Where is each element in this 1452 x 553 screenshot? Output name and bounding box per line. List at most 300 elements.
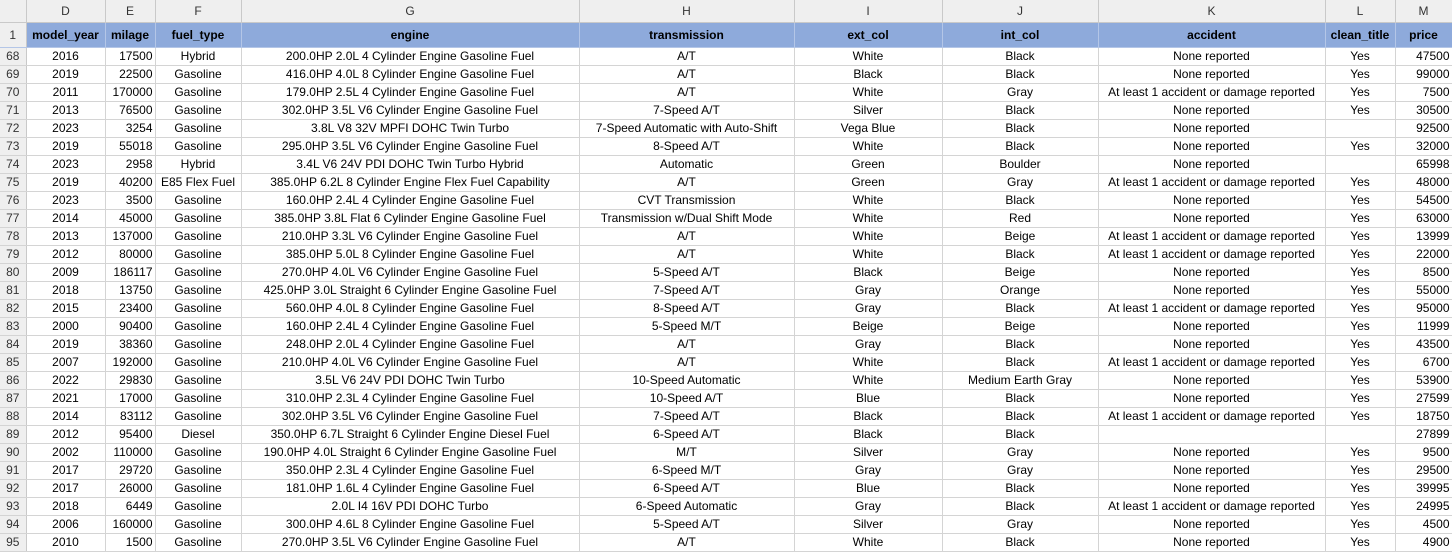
cell-accident[interactable]: At least 1 accident or damage reported — [1098, 84, 1325, 102]
row-number[interactable]: 69 — [0, 66, 26, 84]
cell-clean-title[interactable]: Yes — [1325, 336, 1395, 354]
cell-fuel-type[interactable]: Gasoline — [155, 120, 241, 138]
cell-milage[interactable]: 192000 — [105, 354, 155, 372]
row-number[interactable]: 1 — [0, 23, 26, 48]
cell-ext-col[interactable]: Gray — [794, 498, 942, 516]
cell-accident[interactable]: None reported — [1098, 390, 1325, 408]
cell-clean-title[interactable]: Yes — [1325, 66, 1395, 84]
cell-fuel-type[interactable]: Diesel — [155, 426, 241, 444]
cell-transmission[interactable]: 6-Speed A/T — [579, 480, 794, 498]
cell-ext-col[interactable]: Silver — [794, 516, 942, 534]
cell-ext-col[interactable]: Black — [794, 426, 942, 444]
cell-transmission[interactable]: A/T — [579, 246, 794, 264]
cell-accident[interactable] — [1098, 426, 1325, 444]
cell-clean-title[interactable]: Yes — [1325, 480, 1395, 498]
cell-clean-title[interactable] — [1325, 426, 1395, 444]
row-number[interactable]: 84 — [0, 336, 26, 354]
cell-engine[interactable]: 190.0HP 4.0L Straight 6 Cylinder Engine Gasoline Fuel — [241, 444, 579, 462]
cell-model-year[interactable]: 2012 — [26, 246, 105, 264]
row-number[interactable]: 80 — [0, 264, 26, 282]
cell-model-year[interactable]: 2019 — [26, 66, 105, 84]
cell-price[interactable]: 7500 — [1395, 84, 1452, 102]
cell-fuel-type[interactable]: Gasoline — [155, 84, 241, 102]
cell-transmission[interactable]: CVT Transmission — [579, 192, 794, 210]
header-cell-ext-col[interactable]: ext_col — [794, 23, 942, 48]
cell-clean-title[interactable]: Yes — [1325, 102, 1395, 120]
cell-transmission[interactable]: Automatic — [579, 156, 794, 174]
cell-accident[interactable]: None reported — [1098, 264, 1325, 282]
cell-transmission[interactable]: 7-Speed A/T — [579, 282, 794, 300]
cell-engine[interactable]: 560.0HP 4.0L 8 Cylinder Engine Gasoline Fuel — [241, 300, 579, 318]
row-number[interactable]: 91 — [0, 462, 26, 480]
cell-clean-title[interactable]: Yes — [1325, 534, 1395, 552]
header-cell-model-year[interactable]: model_year — [26, 23, 105, 48]
cell-milage[interactable]: 76500 — [105, 102, 155, 120]
cell-model-year[interactable]: 2014 — [26, 210, 105, 228]
row-number[interactable]: 95 — [0, 534, 26, 552]
cell-transmission[interactable]: A/T — [579, 48, 794, 66]
cell-price[interactable]: 27599 — [1395, 390, 1452, 408]
cell-engine[interactable]: 3.8L V8 32V MPFI DOHC Twin Turbo — [241, 120, 579, 138]
cell-engine[interactable]: 385.0HP 6.2L 8 Cylinder Engine Flex Fuel Capability — [241, 174, 579, 192]
row-number[interactable]: 88 — [0, 408, 26, 426]
cell-int-col[interactable]: Black — [942, 408, 1098, 426]
cell-fuel-type[interactable]: Gasoline — [155, 210, 241, 228]
cell-model-year[interactable]: 2012 — [26, 426, 105, 444]
cell-model-year[interactable]: 2019 — [26, 174, 105, 192]
cell-accident[interactable]: None reported — [1098, 66, 1325, 84]
cell-engine[interactable]: 300.0HP 4.6L 8 Cylinder Engine Gasoline Fuel — [241, 516, 579, 534]
cell-price[interactable]: 27899 — [1395, 426, 1452, 444]
row-number[interactable]: 94 — [0, 516, 26, 534]
cell-model-year[interactable]: 2023 — [26, 120, 105, 138]
cell-int-col[interactable]: Beige — [942, 228, 1098, 246]
cell-int-col[interactable]: Black — [942, 390, 1098, 408]
cell-int-col[interactable]: Beige — [942, 264, 1098, 282]
cell-clean-title[interactable]: Yes — [1325, 138, 1395, 156]
cell-fuel-type[interactable]: Gasoline — [155, 66, 241, 84]
cell-accident[interactable]: None reported — [1098, 336, 1325, 354]
cell-transmission[interactable]: 7-Speed A/T — [579, 102, 794, 120]
header-cell-clean-title[interactable]: clean_title — [1325, 23, 1395, 48]
cell-milage[interactable]: 110000 — [105, 444, 155, 462]
cell-engine[interactable]: 425.0HP 3.0L Straight 6 Cylinder Engine Gasoline Fuel — [241, 282, 579, 300]
cell-ext-col[interactable]: Green — [794, 174, 942, 192]
cell-ext-col[interactable]: Black — [794, 408, 942, 426]
cell-int-col[interactable]: Black — [942, 300, 1098, 318]
cell-model-year[interactable]: 2007 — [26, 354, 105, 372]
cell-fuel-type[interactable]: Gasoline — [155, 138, 241, 156]
cell-clean-title[interactable] — [1325, 120, 1395, 138]
cell-int-col[interactable]: Black — [942, 498, 1098, 516]
column-heading[interactable]: I — [794, 0, 942, 23]
cell-model-year[interactable]: 2019 — [26, 138, 105, 156]
cell-price[interactable]: 65998 — [1395, 156, 1452, 174]
cell-price[interactable]: 4900 — [1395, 534, 1452, 552]
cell-milage[interactable]: 186117 — [105, 264, 155, 282]
cell-milage[interactable]: 95400 — [105, 426, 155, 444]
cell-milage[interactable]: 17000 — [105, 390, 155, 408]
header-cell-price[interactable]: price — [1395, 23, 1452, 48]
cell-int-col[interactable]: Gray — [942, 516, 1098, 534]
cell-model-year[interactable]: 2021 — [26, 390, 105, 408]
cell-transmission[interactable]: M/T — [579, 444, 794, 462]
cell-model-year[interactable]: 2011 — [26, 84, 105, 102]
cell-transmission[interactable]: 8-Speed A/T — [579, 300, 794, 318]
cell-price[interactable]: 11999 — [1395, 318, 1452, 336]
cell-accident[interactable]: At least 1 accident or damage reported — [1098, 300, 1325, 318]
cell-milage[interactable]: 40200 — [105, 174, 155, 192]
cell-fuel-type[interactable]: Gasoline — [155, 102, 241, 120]
row-number[interactable]: 74 — [0, 156, 26, 174]
row-number[interactable]: 85 — [0, 354, 26, 372]
cell-price[interactable]: 9500 — [1395, 444, 1452, 462]
cell-engine[interactable]: 385.0HP 3.8L Flat 6 Cylinder Engine Gasoline Fuel — [241, 210, 579, 228]
cell-milage[interactable]: 1500 — [105, 534, 155, 552]
cell-model-year[interactable]: 2006 — [26, 516, 105, 534]
cell-price[interactable]: 63000 — [1395, 210, 1452, 228]
cell-model-year[interactable]: 2010 — [26, 534, 105, 552]
cell-model-year[interactable]: 2013 — [26, 228, 105, 246]
row-number[interactable]: 70 — [0, 84, 26, 102]
cell-accident[interactable]: None reported — [1098, 48, 1325, 66]
header-cell-engine[interactable]: engine — [241, 23, 579, 48]
cell-ext-col[interactable]: Gray — [794, 300, 942, 318]
cell-clean-title[interactable] — [1325, 156, 1395, 174]
cell-int-col[interactable]: Beige — [942, 318, 1098, 336]
cell-model-year[interactable]: 2019 — [26, 336, 105, 354]
cell-model-year[interactable]: 2015 — [26, 300, 105, 318]
cell-transmission[interactable]: Transmission w/Dual Shift Mode — [579, 210, 794, 228]
cell-engine[interactable]: 385.0HP 5.0L 8 Cylinder Engine Gasoline Fuel — [241, 246, 579, 264]
cell-transmission[interactable]: 7-Speed Automatic with Auto-Shift — [579, 120, 794, 138]
row-number[interactable]: 92 — [0, 480, 26, 498]
cell-ext-col[interactable]: Black — [794, 264, 942, 282]
cell-milage[interactable]: 3500 — [105, 192, 155, 210]
cell-price[interactable]: 13999 — [1395, 228, 1452, 246]
cell-engine[interactable]: 270.0HP 4.0L V6 Cylinder Engine Gasoline Fuel — [241, 264, 579, 282]
cell-price[interactable]: 48000 — [1395, 174, 1452, 192]
cell-model-year[interactable]: 2016 — [26, 48, 105, 66]
cell-accident[interactable]: None reported — [1098, 462, 1325, 480]
cell-engine[interactable]: 3.4L V6 24V PDI DOHC Twin Turbo Hybrid — [241, 156, 579, 174]
cell-milage[interactable]: 29830 — [105, 372, 155, 390]
cell-transmission[interactable]: 5-Speed M/T — [579, 318, 794, 336]
cell-clean-title[interactable]: Yes — [1325, 210, 1395, 228]
cell-milage[interactable]: 13750 — [105, 282, 155, 300]
cell-accident[interactable]: At least 1 accident or damage reported — [1098, 354, 1325, 372]
row-number[interactable]: 75 — [0, 174, 26, 192]
cell-transmission[interactable]: 8-Speed A/T — [579, 138, 794, 156]
cell-fuel-type[interactable]: Gasoline — [155, 498, 241, 516]
cell-int-col[interactable]: Gray — [942, 462, 1098, 480]
column-heading[interactable]: E — [105, 0, 155, 23]
cell-int-col[interactable]: Red — [942, 210, 1098, 228]
column-heading[interactable]: K — [1098, 0, 1325, 23]
cell-milage[interactable]: 3254 — [105, 120, 155, 138]
cell-ext-col[interactable]: Silver — [794, 444, 942, 462]
cell-model-year[interactable]: 2017 — [26, 462, 105, 480]
cell-model-year[interactable]: 2018 — [26, 498, 105, 516]
cell-fuel-type[interactable]: E85 Flex Fuel — [155, 174, 241, 192]
cell-accident[interactable]: At least 1 accident or damage reported — [1098, 228, 1325, 246]
cell-transmission[interactable]: A/T — [579, 228, 794, 246]
cell-engine[interactable]: 160.0HP 2.4L 4 Cylinder Engine Gasoline Fuel — [241, 192, 579, 210]
cell-int-col[interactable]: Medium Earth Gray — [942, 372, 1098, 390]
cell-transmission[interactable]: A/T — [579, 174, 794, 192]
cell-accident[interactable]: None reported — [1098, 318, 1325, 336]
cell-milage[interactable]: 55018 — [105, 138, 155, 156]
cell-int-col[interactable]: Black — [942, 534, 1098, 552]
cell-transmission[interactable]: 6-Speed M/T — [579, 462, 794, 480]
cell-clean-title[interactable]: Yes — [1325, 84, 1395, 102]
cell-model-year[interactable]: 2002 — [26, 444, 105, 462]
cell-price[interactable]: 54500 — [1395, 192, 1452, 210]
cell-accident[interactable]: None reported — [1098, 534, 1325, 552]
cell-accident[interactable]: None reported — [1098, 120, 1325, 138]
column-heading[interactable]: J — [942, 0, 1098, 23]
cell-int-col[interactable]: Black — [942, 246, 1098, 264]
cell-fuel-type[interactable]: Gasoline — [155, 264, 241, 282]
cell-engine[interactable]: 3.5L V6 24V PDI DOHC Twin Turbo — [241, 372, 579, 390]
cell-accident[interactable]: At least 1 accident or damage reported — [1098, 174, 1325, 192]
cell-clean-title[interactable]: Yes — [1325, 408, 1395, 426]
cell-accident[interactable]: None reported — [1098, 444, 1325, 462]
cell-milage[interactable]: 6449 — [105, 498, 155, 516]
cell-fuel-type[interactable]: Gasoline — [155, 318, 241, 336]
cell-milage[interactable]: 90400 — [105, 318, 155, 336]
cell-engine[interactable]: 200.0HP 2.0L 4 Cylinder Engine Gasoline Fuel — [241, 48, 579, 66]
cell-accident[interactable]: At least 1 accident or damage reported — [1098, 408, 1325, 426]
cell-price[interactable]: 47500 — [1395, 48, 1452, 66]
cell-ext-col[interactable]: White — [794, 210, 942, 228]
cell-milage[interactable]: 45000 — [105, 210, 155, 228]
cell-price[interactable]: 22000 — [1395, 246, 1452, 264]
cell-engine[interactable]: 248.0HP 2.0L 4 Cylinder Engine Gasoline Fuel — [241, 336, 579, 354]
cell-int-col[interactable]: Black — [942, 102, 1098, 120]
cell-int-col[interactable]: Black — [942, 66, 1098, 84]
cell-price[interactable]: 92500 — [1395, 120, 1452, 138]
cell-accident[interactable]: None reported — [1098, 372, 1325, 390]
cell-engine[interactable]: 181.0HP 1.6L 4 Cylinder Engine Gasoline Fuel — [241, 480, 579, 498]
cell-model-year[interactable]: 2022 — [26, 372, 105, 390]
cell-clean-title[interactable]: Yes — [1325, 174, 1395, 192]
cell-model-year[interactable]: 2023 — [26, 192, 105, 210]
cell-price[interactable]: 43500 — [1395, 336, 1452, 354]
cell-transmission[interactable]: 6-Speed Automatic — [579, 498, 794, 516]
cell-clean-title[interactable]: Yes — [1325, 318, 1395, 336]
cell-milage[interactable]: 83112 — [105, 408, 155, 426]
cell-int-col[interactable]: Black — [942, 192, 1098, 210]
row-number[interactable]: 71 — [0, 102, 26, 120]
cell-clean-title[interactable]: Yes — [1325, 444, 1395, 462]
column-heading[interactable]: G — [241, 0, 579, 23]
cell-ext-col[interactable]: White — [794, 228, 942, 246]
cell-clean-title[interactable]: Yes — [1325, 228, 1395, 246]
cell-transmission[interactable]: A/T — [579, 84, 794, 102]
cell-engine[interactable]: 302.0HP 3.5L V6 Cylinder Engine Gasoline Fuel — [241, 102, 579, 120]
cell-accident[interactable]: At least 1 accident or damage reported — [1098, 498, 1325, 516]
cell-fuel-type[interactable]: Gasoline — [155, 444, 241, 462]
cell-clean-title[interactable]: Yes — [1325, 354, 1395, 372]
cell-clean-title[interactable]: Yes — [1325, 48, 1395, 66]
cell-milage[interactable]: 160000 — [105, 516, 155, 534]
cell-ext-col[interactable]: Gray — [794, 282, 942, 300]
row-number[interactable]: 72 — [0, 120, 26, 138]
column-heading[interactable]: F — [155, 0, 241, 23]
cell-price[interactable]: 95000 — [1395, 300, 1452, 318]
cell-fuel-type[interactable]: Gasoline — [155, 390, 241, 408]
cell-model-year[interactable]: 2014 — [26, 408, 105, 426]
cell-clean-title[interactable]: Yes — [1325, 282, 1395, 300]
header-cell-int-col[interactable]: int_col — [942, 23, 1098, 48]
cell-ext-col[interactable]: Silver — [794, 102, 942, 120]
cell-int-col[interactable]: Gray — [942, 174, 1098, 192]
cell-fuel-type[interactable]: Gasoline — [155, 516, 241, 534]
column-heading[interactable]: M — [1395, 0, 1452, 23]
cell-int-col[interactable]: Gray — [942, 444, 1098, 462]
cell-fuel-type[interactable]: Gasoline — [155, 480, 241, 498]
cell-price[interactable]: 29500 — [1395, 462, 1452, 480]
cell-ext-col[interactable]: White — [794, 246, 942, 264]
cell-ext-col[interactable]: White — [794, 534, 942, 552]
cell-price[interactable]: 55000 — [1395, 282, 1452, 300]
cell-ext-col[interactable]: Blue — [794, 390, 942, 408]
cell-price[interactable]: 32000 — [1395, 138, 1452, 156]
cell-fuel-type[interactable]: Gasoline — [155, 534, 241, 552]
cell-clean-title[interactable]: Yes — [1325, 192, 1395, 210]
cell-accident[interactable]: None reported — [1098, 102, 1325, 120]
cell-fuel-type[interactable]: Gasoline — [155, 282, 241, 300]
cell-ext-col[interactable]: White — [794, 84, 942, 102]
cell-ext-col[interactable]: White — [794, 48, 942, 66]
cell-price[interactable]: 18750 — [1395, 408, 1452, 426]
cell-fuel-type[interactable]: Gasoline — [155, 228, 241, 246]
cell-fuel-type[interactable]: Gasoline — [155, 246, 241, 264]
cell-milage[interactable]: 2958 — [105, 156, 155, 174]
cell-fuel-type[interactable]: Gasoline — [155, 354, 241, 372]
select-all-corner[interactable] — [0, 0, 26, 23]
cell-transmission[interactable]: 7-Speed A/T — [579, 408, 794, 426]
cell-clean-title[interactable]: Yes — [1325, 498, 1395, 516]
cell-engine[interactable]: 310.0HP 2.3L 4 Cylinder Engine Gasoline Fuel — [241, 390, 579, 408]
cell-engine[interactable]: 210.0HP 3.3L V6 Cylinder Engine Gasoline Fuel — [241, 228, 579, 246]
cell-transmission[interactable]: 5-Speed A/T — [579, 516, 794, 534]
cell-int-col[interactable]: Black — [942, 336, 1098, 354]
cell-engine[interactable]: 270.0HP 3.5L V6 Cylinder Engine Gasoline Fuel — [241, 534, 579, 552]
cell-fuel-type[interactable]: Gasoline — [155, 408, 241, 426]
header-cell-fuel-type[interactable]: fuel_type — [155, 23, 241, 48]
column-heading[interactable]: L — [1325, 0, 1395, 23]
cell-transmission[interactable]: 10-Speed A/T — [579, 390, 794, 408]
row-number[interactable]: 93 — [0, 498, 26, 516]
cell-engine[interactable]: 179.0HP 2.5L 4 Cylinder Engine Gasoline Fuel — [241, 84, 579, 102]
cell-model-year[interactable]: 2017 — [26, 480, 105, 498]
cell-price[interactable]: 4500 — [1395, 516, 1452, 534]
row-number[interactable]: 83 — [0, 318, 26, 336]
cell-price[interactable]: 99000 — [1395, 66, 1452, 84]
cell-transmission[interactable]: 6-Speed A/T — [579, 426, 794, 444]
row-number[interactable]: 78 — [0, 228, 26, 246]
cell-fuel-type[interactable]: Gasoline — [155, 372, 241, 390]
cell-ext-col[interactable]: Gray — [794, 462, 942, 480]
row-number[interactable]: 90 — [0, 444, 26, 462]
cell-ext-col[interactable]: Gray — [794, 336, 942, 354]
cell-accident[interactable]: None reported — [1098, 138, 1325, 156]
cell-engine[interactable]: 350.0HP 2.3L 4 Cylinder Engine Gasoline Fuel — [241, 462, 579, 480]
cell-price[interactable]: 39995 — [1395, 480, 1452, 498]
cell-milage[interactable]: 170000 — [105, 84, 155, 102]
row-number[interactable]: 76 — [0, 192, 26, 210]
cell-milage[interactable]: 23400 — [105, 300, 155, 318]
row-number[interactable]: 89 — [0, 426, 26, 444]
row-number[interactable]: 87 — [0, 390, 26, 408]
cell-milage[interactable]: 17500 — [105, 48, 155, 66]
cell-clean-title[interactable]: Yes — [1325, 300, 1395, 318]
cell-clean-title[interactable]: Yes — [1325, 462, 1395, 480]
cell-milage[interactable]: 22500 — [105, 66, 155, 84]
cell-milage[interactable]: 137000 — [105, 228, 155, 246]
cell-int-col[interactable]: Gray — [942, 84, 1098, 102]
cell-milage[interactable]: 80000 — [105, 246, 155, 264]
cell-clean-title[interactable]: Yes — [1325, 372, 1395, 390]
cell-model-year[interactable]: 2009 — [26, 264, 105, 282]
cell-price[interactable]: 6700 — [1395, 354, 1452, 372]
cell-int-col[interactable]: Orange — [942, 282, 1098, 300]
cell-int-col[interactable]: Black — [942, 480, 1098, 498]
cell-model-year[interactable]: 2013 — [26, 102, 105, 120]
cell-engine[interactable]: 350.0HP 6.7L Straight 6 Cylinder Engine Diesel Fuel — [241, 426, 579, 444]
row-number[interactable]: 77 — [0, 210, 26, 228]
cell-ext-col[interactable]: White — [794, 372, 942, 390]
cell-fuel-type[interactable]: Gasoline — [155, 300, 241, 318]
cell-accident[interactable]: None reported — [1098, 210, 1325, 228]
row-number[interactable]: 73 — [0, 138, 26, 156]
cell-fuel-type[interactable]: Gasoline — [155, 336, 241, 354]
cell-price[interactable]: 30500 — [1395, 102, 1452, 120]
cell-accident[interactable]: None reported — [1098, 516, 1325, 534]
row-number[interactable]: 79 — [0, 246, 26, 264]
cell-transmission[interactable]: A/T — [579, 336, 794, 354]
cell-engine[interactable]: 416.0HP 4.0L 8 Cylinder Engine Gasoline Fuel — [241, 66, 579, 84]
cell-ext-col[interactable]: Blue — [794, 480, 942, 498]
cell-price[interactable]: 8500 — [1395, 264, 1452, 282]
cell-model-year[interactable]: 2023 — [26, 156, 105, 174]
cell-model-year[interactable]: 2000 — [26, 318, 105, 336]
cell-engine[interactable]: 302.0HP 3.5L V6 Cylinder Engine Gasoline Fuel — [241, 408, 579, 426]
cell-clean-title[interactable]: Yes — [1325, 390, 1395, 408]
row-number[interactable]: 82 — [0, 300, 26, 318]
cell-engine[interactable]: 210.0HP 4.0L V6 Cylinder Engine Gasoline Fuel — [241, 354, 579, 372]
cell-transmission[interactable]: A/T — [579, 354, 794, 372]
cell-clean-title[interactable]: Yes — [1325, 516, 1395, 534]
cell-engine[interactable]: 2.0L I4 16V PDI DOHC Turbo — [241, 498, 579, 516]
cell-price[interactable]: 53900 — [1395, 372, 1452, 390]
cell-milage[interactable]: 26000 — [105, 480, 155, 498]
cell-price[interactable]: 24995 — [1395, 498, 1452, 516]
cell-int-col[interactable]: Black — [942, 354, 1098, 372]
cell-accident[interactable]: None reported — [1098, 156, 1325, 174]
cell-accident[interactable]: None reported — [1098, 480, 1325, 498]
cell-ext-col[interactable]: Vega Blue — [794, 120, 942, 138]
cell-transmission[interactable]: 5-Speed A/T — [579, 264, 794, 282]
row-number[interactable]: 68 — [0, 48, 26, 66]
cell-ext-col[interactable]: Black — [794, 66, 942, 84]
cell-fuel-type[interactable]: Gasoline — [155, 462, 241, 480]
cell-ext-col[interactable]: White — [794, 354, 942, 372]
cell-transmission[interactable]: 10-Speed Automatic — [579, 372, 794, 390]
header-cell-transmission[interactable]: transmission — [579, 23, 794, 48]
